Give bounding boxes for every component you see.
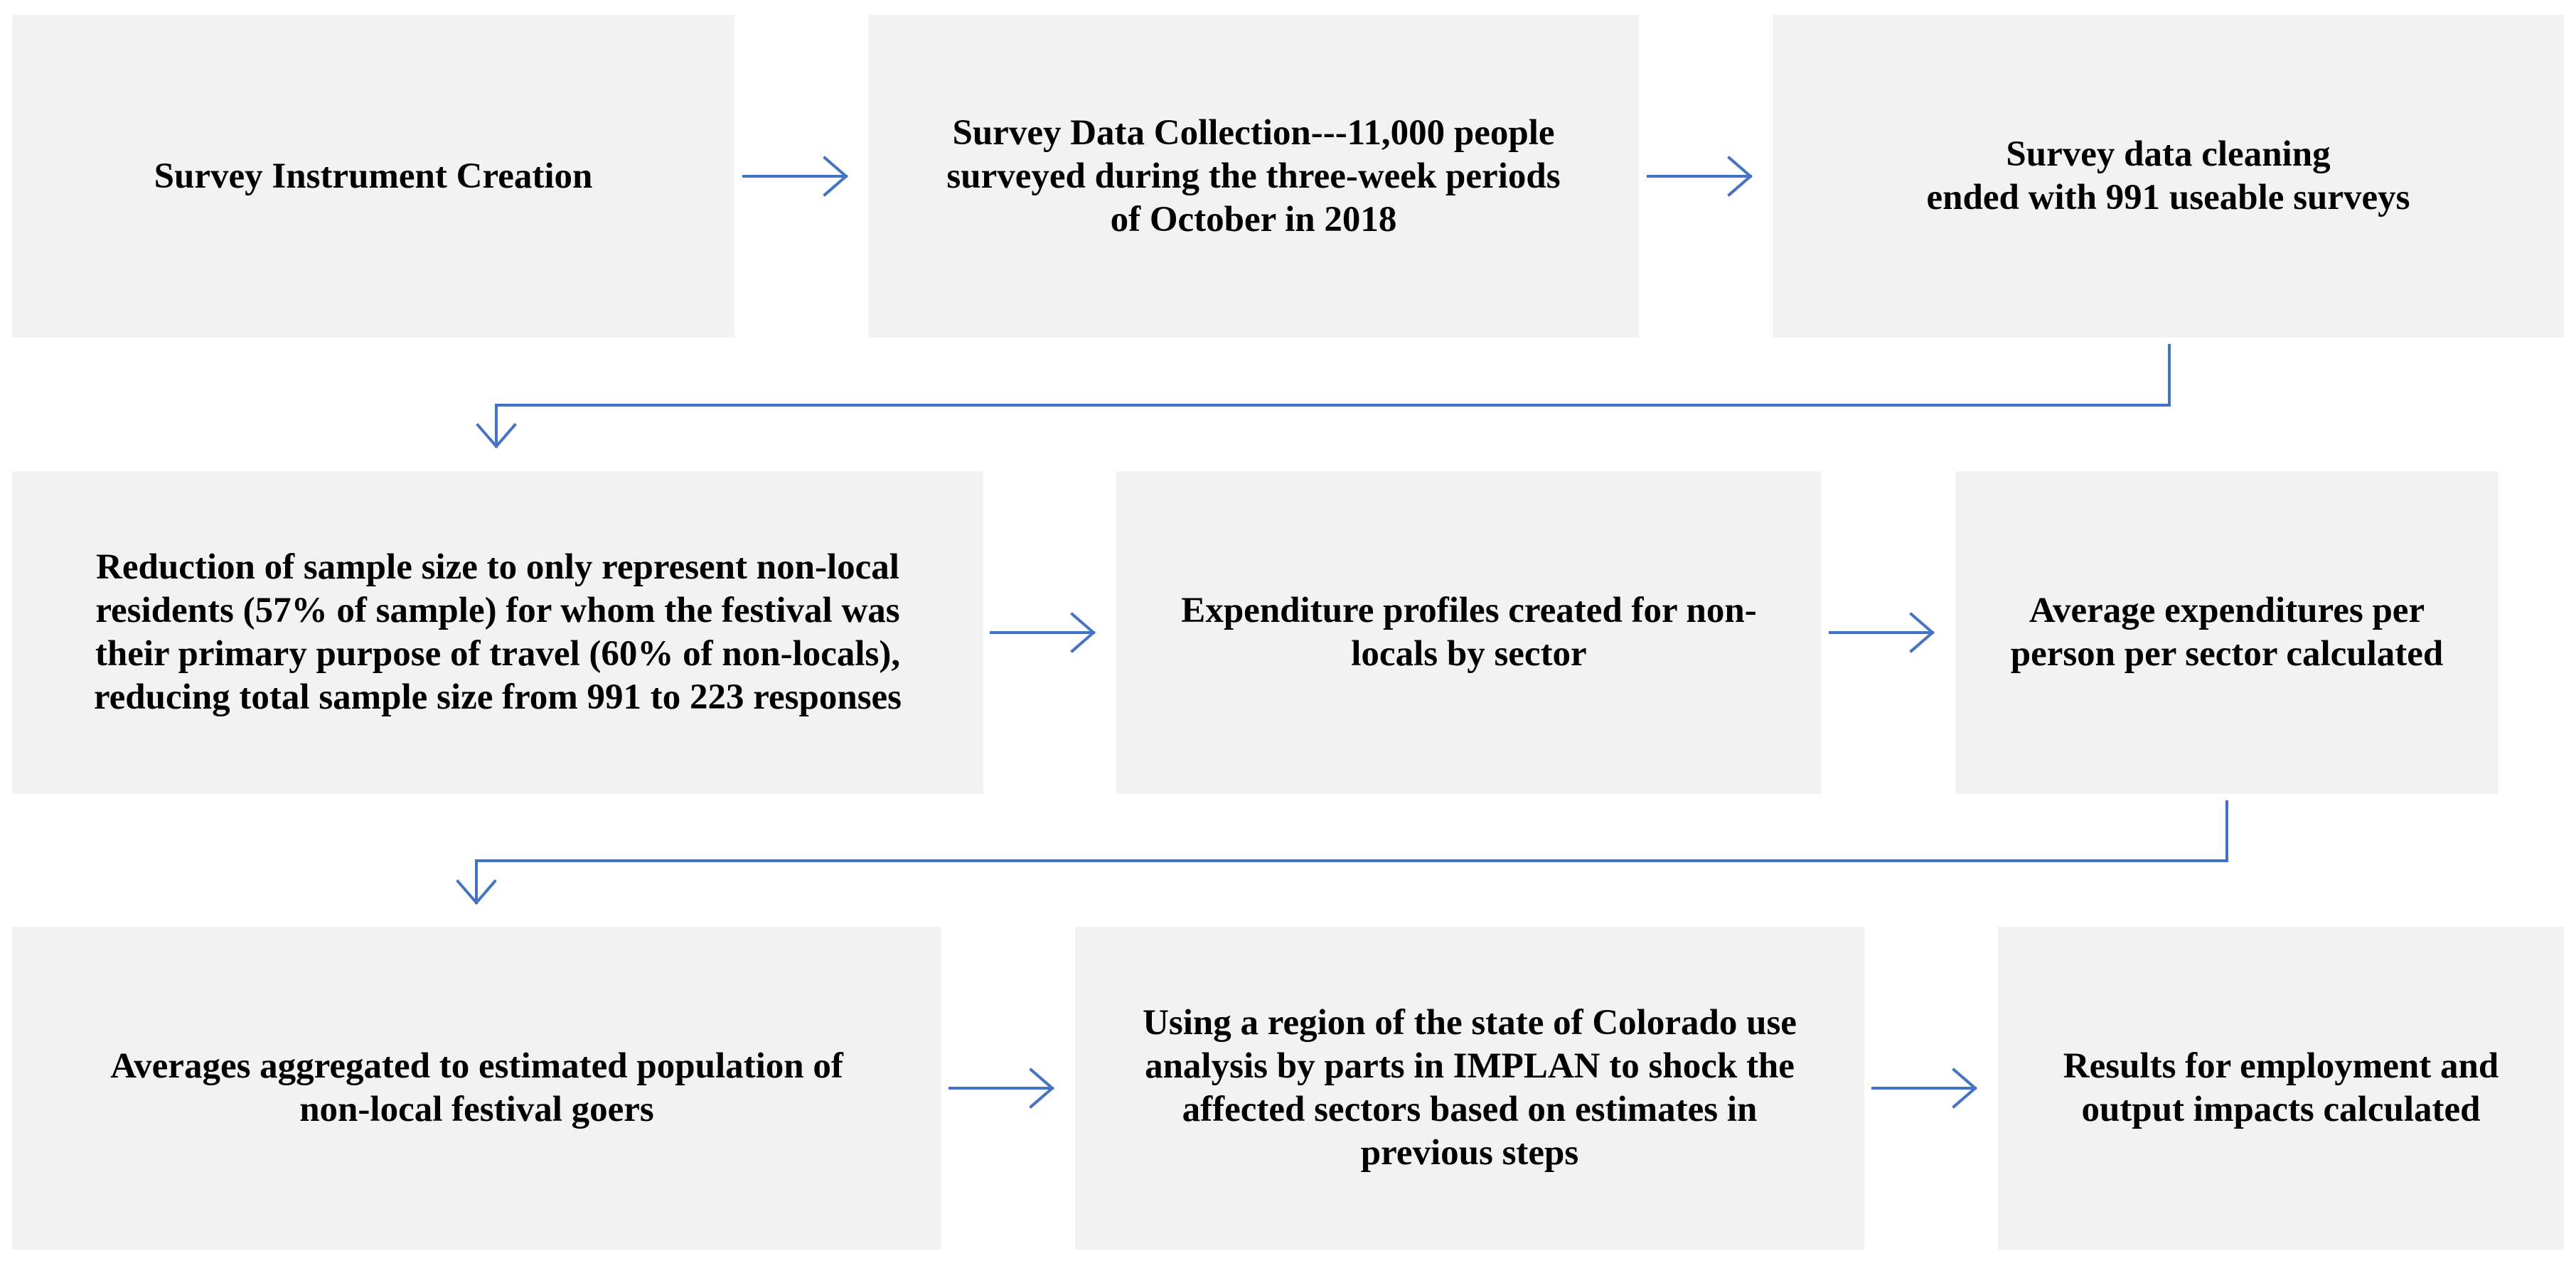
step-label: Averages aggregated to estimated population of non-local festival goers: [110, 1046, 843, 1129]
arrow-implan-to-results: [1873, 1070, 1975, 1107]
step-expenditure-profiles: [1116, 471, 1822, 794]
step-label: Using a region of the state of Colorado use analysis by parts in IMPLAN to shock the affected sectors based on estimates in previous steps: [1143, 1003, 1797, 1173]
step-survey-cleaning: [1773, 15, 2564, 338]
step-results: [1998, 927, 2564, 1250]
arrow-profiles-to-averages: [1830, 614, 1933, 651]
step-label: Survey Instrument Creation: [154, 156, 593, 196]
arrow-collection-to-cleaning: [1648, 158, 1751, 195]
step-average-expenditures: [1955, 471, 2498, 794]
step-averages-aggregated: [12, 927, 941, 1250]
step-sample-reduction: [12, 471, 983, 794]
arrow-instrument-to-collection: [744, 158, 846, 195]
step-survey-instrument: [12, 15, 734, 338]
step-label: Average expenditures per person per sector calculated: [2010, 591, 2444, 674]
arrow-reduction-to-profiles: [991, 614, 1094, 651]
step-survey-collection: [868, 15, 1639, 338]
arrow-aggregated-to-implan: [950, 1070, 1052, 1107]
arrow-cleaning-to-reduction: [478, 345, 2169, 446]
step-label: Expenditure profiles created for non- locals by sector: [1181, 591, 1757, 674]
step-label: Results for employment and output impacts calculated: [2063, 1046, 2499, 1129]
step-implan-analysis: [1075, 927, 1864, 1250]
step-label: Survey Data Collection---11,000 people surveyed during the three-week periods of October in 2018: [946, 112, 1561, 240]
step-label: Reduction of sample size to only represent non-local residents (57% of sample) for whom the festival was their primary purpose of travel (60% of non-locals), reducing total sample size from 991 to 223 responses: [93, 547, 902, 717]
step-label: Survey data cleaning ended with 991 useable surveys: [1926, 134, 2410, 217]
arrow-averages-to-aggregated: [458, 802, 2227, 903]
